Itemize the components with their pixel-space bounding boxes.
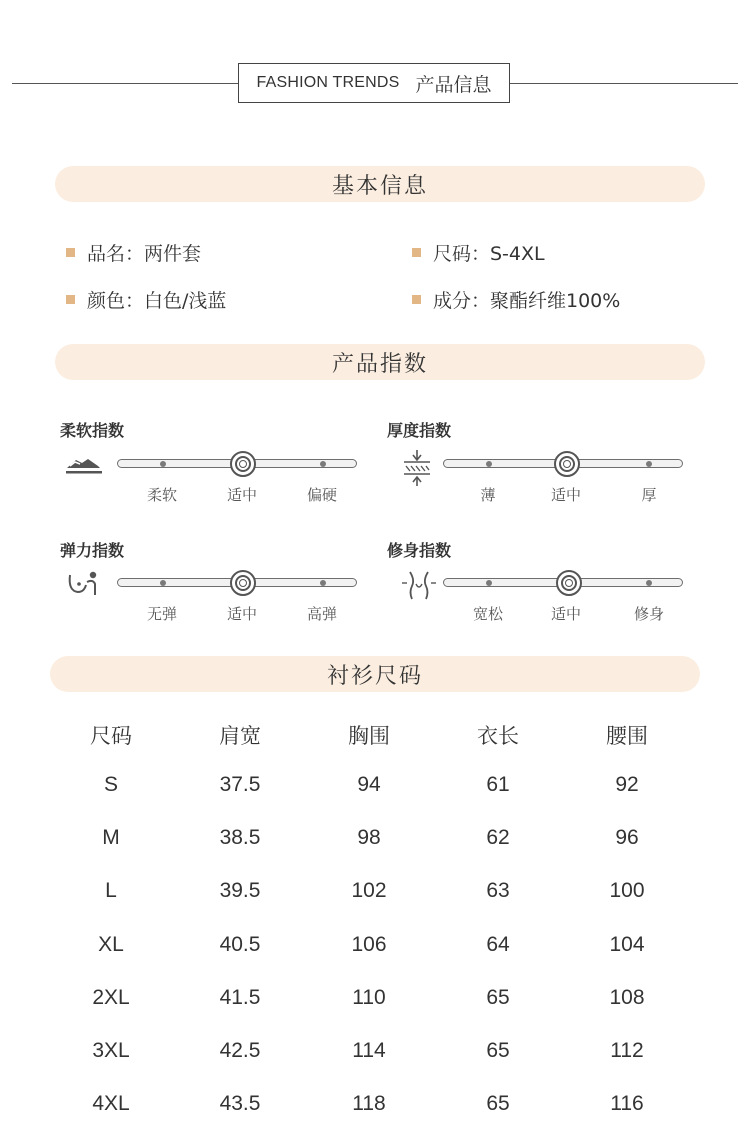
bullet-icon	[412, 295, 421, 304]
table-cell: 64	[486, 933, 510, 956]
table-cell: 94	[357, 773, 381, 796]
info-text: 尺码：S-4XL	[433, 243, 545, 265]
info-item-color	[66, 286, 226, 313]
slider-tick	[160, 461, 166, 467]
table-cell: 38.5	[219, 826, 261, 849]
slider-label: 薄	[480, 486, 496, 504]
table-cell: 100	[609, 879, 645, 902]
slider-label: 适中	[550, 605, 582, 623]
section-title-size-table: 衬衫尺码	[50, 656, 700, 692]
slider-tick	[320, 461, 326, 467]
table-cell: S	[103, 773, 119, 796]
table-cell: XL	[98, 933, 124, 956]
info-item-material	[412, 286, 620, 313]
thickness-slider-track	[443, 459, 683, 468]
section-title-product-index: 产品指数	[55, 344, 705, 380]
slider-tick	[486, 461, 492, 467]
slider-label: 修身	[633, 605, 665, 623]
section-title-basic-info: 基本信息	[55, 166, 705, 202]
slider-label: 厚	[641, 486, 657, 504]
table-cell: M	[102, 826, 120, 849]
thickness-icon	[402, 449, 432, 487]
slider-title-thickness: 厚度指数	[387, 421, 452, 440]
bullet-icon	[66, 295, 75, 304]
table-cell: 104	[609, 933, 645, 956]
table-header-cell: 胸围	[348, 724, 390, 748]
table-cell: 65	[486, 1039, 510, 1062]
slider-title-softness: 柔软指数	[60, 421, 125, 440]
table-header-cell: 衣长	[477, 724, 519, 748]
slider-tick	[646, 461, 652, 467]
table-cell: 102	[351, 879, 387, 902]
table-cell: 110	[352, 986, 386, 1009]
elasticity-slider-track	[117, 578, 357, 587]
slider-tick	[320, 580, 326, 586]
table-header-cell: 尺码	[90, 724, 132, 748]
softness-slider-track	[117, 459, 357, 468]
slider-knob	[230, 570, 256, 596]
table-cell: 42.5	[219, 1039, 261, 1062]
header-line-left	[12, 83, 238, 84]
table-cell: 108	[609, 986, 645, 1009]
slider-tick	[160, 580, 166, 586]
table-header-cell: 腰围	[606, 724, 648, 748]
table-cell: L	[105, 879, 117, 902]
table-cell: 65	[486, 1092, 510, 1115]
info-text: 成分：聚酯纤维100%	[433, 290, 621, 312]
info-text: 品名：两件套	[87, 243, 202, 265]
slider-label: 适中	[226, 486, 258, 504]
slider-title-fit: 修身指数	[387, 541, 452, 560]
shoe-icon	[64, 452, 104, 476]
table-cell: 114	[352, 1039, 386, 1062]
table-cell: 40.5	[219, 933, 261, 956]
info-text: 颜色：白色/浅蓝	[87, 290, 227, 312]
info-item-size	[412, 239, 545, 266]
slider-label: 宽松	[472, 605, 504, 623]
table-cell: 112	[610, 1039, 644, 1062]
stretch-body-icon	[66, 569, 102, 599]
table-cell: 4XL	[92, 1092, 130, 1115]
slider-knob	[554, 451, 580, 477]
slider-title-elasticity: 弹力指数	[60, 541, 125, 560]
table-cell: 106	[351, 933, 387, 956]
bullet-icon	[66, 248, 75, 257]
info-item-product-name	[66, 239, 201, 266]
slider-tick	[486, 580, 492, 586]
table-cell: 96	[615, 826, 639, 849]
table-cell: 118	[352, 1092, 386, 1115]
header-chinese-title: 产品信息	[415, 73, 492, 96]
slider-tick	[646, 580, 652, 586]
table-cell: 65	[486, 986, 510, 1009]
table-cell: 2XL	[92, 986, 130, 1009]
table-cell: 63	[486, 879, 510, 902]
table-cell: 43.5	[219, 1092, 261, 1115]
bullet-icon	[412, 248, 421, 257]
header-english-title: FASHION TRENDS	[256, 74, 400, 91]
table-cell: 3XL	[92, 1039, 130, 1062]
table-header-cell: 肩宽	[219, 724, 261, 748]
slider-knob	[556, 570, 582, 596]
table-cell: 37.5	[219, 773, 261, 796]
slider-knob	[230, 451, 256, 477]
slider-label: 高弹	[306, 605, 338, 623]
table-cell: 116	[610, 1092, 644, 1115]
table-cell: 41.5	[219, 986, 261, 1009]
table-cell: 62	[486, 826, 510, 849]
header-title-box	[238, 63, 510, 103]
slider-label: 适中	[226, 605, 258, 623]
table-cell: 98	[357, 826, 381, 849]
table-cell: 92	[615, 773, 639, 796]
slider-label: 柔软	[146, 486, 178, 504]
slider-label: 无弹	[146, 605, 178, 623]
waist-fit-icon	[400, 570, 438, 600]
slider-label: 偏硬	[306, 486, 338, 504]
table-cell: 39.5	[219, 879, 261, 902]
table-cell: 61	[486, 773, 510, 796]
header-line-right	[510, 83, 738, 84]
slider-label: 适中	[550, 486, 582, 504]
fit-slider-track	[443, 578, 683, 587]
